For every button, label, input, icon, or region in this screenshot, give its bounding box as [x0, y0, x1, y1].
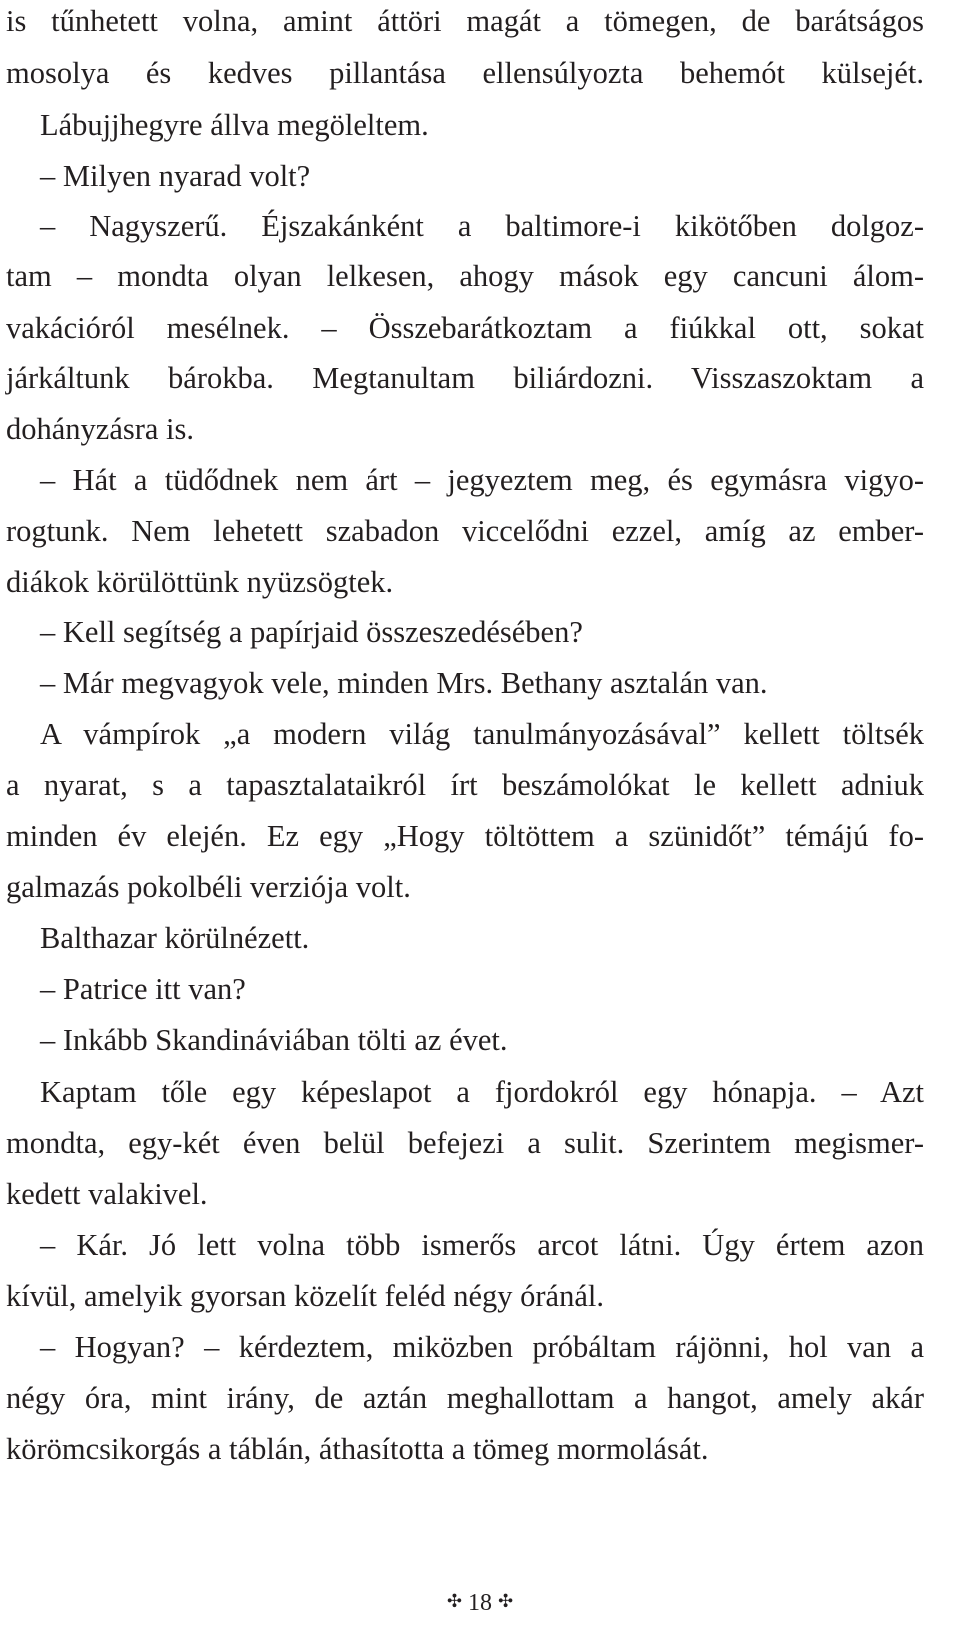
text-line: járkáltunk bárokba. Megtanultam biliárdozni. Visszaszoktam a [6, 361, 924, 395]
text-line: mosolya és kedves pillantása ellensúlyozta behemót külsejét. [6, 56, 924, 90]
text-line: – Hát a tüdődnek nem árt – jegyeztem meg, és egymásra vigyo- [40, 463, 924, 497]
ornament-icon: ✣ [498, 1591, 514, 1613]
text-line: tam – mondta olyan lelkesen, ahogy mások egy cancuni álom- [6, 259, 924, 293]
text-line: dohányzásra is. [6, 412, 195, 446]
ornament-icon: ✣ [446, 1591, 462, 1613]
text-line: – Nagyszerű. Éjszakánként a baltimore-i kikötőben dolgoz- [40, 209, 924, 243]
text-line: diákok körülöttünk nyüzsögtek. [6, 565, 394, 599]
text-line: – Kell segítség a papírjaid összeszedésében? [40, 615, 583, 649]
text-line: A vámpírok „a modern világ tanulmányozásával” kellett töltsék [40, 717, 924, 751]
text-line: – Már megvagyok vele, minden Mrs. Bethany asztalán van. [40, 666, 768, 700]
text-line: kívül, amelyik gyorsan közelít feléd négy óránál. [6, 1279, 604, 1313]
text-line: – Inkább Skandináviában tölti az évet. [40, 1023, 508, 1057]
text-line: kedett valakivel. [6, 1177, 208, 1211]
text-line: négy óra, mint irány, de aztán meghallottam a hangot, amely akár [6, 1381, 924, 1415]
text-line: – Kár. Jó lett volna több ismerős arcot látni. Úgy értem azon [40, 1228, 924, 1262]
page-footer [0, 1586, 960, 1621]
text-line: rogtunk. Nem lehetett szabadon viccelődni ezzel, amíg az ember- [6, 514, 924, 548]
text-line: Balthazar körülnézett. [40, 921, 310, 955]
text-line: mondta, egy-két éven belül befejezi a sulit. Szerintem megismer- [6, 1126, 924, 1160]
text-line: körömcsikorgás a táblán, áthasította a tömeg mormolását. [6, 1432, 709, 1466]
text-line: Kaptam tőle egy képeslapot a fjordokról egy hónapja. – Azt [40, 1075, 924, 1109]
text-line: vakációról mesélnek. – Összebarátkoztam a fiúkkal ott, sokat [6, 311, 924, 345]
text-line: minden év elején. Ez egy „Hogy töltöttem a szünidőt” témájú fo- [6, 819, 924, 853]
text-line: – Patrice itt van? [40, 972, 246, 1006]
text-line: – Hogyan? – kérdeztem, miközben próbáltam rájönni, hol van a [40, 1330, 924, 1364]
text-line: – Milyen nyarad volt? [40, 159, 311, 193]
text-line: is tűnhetett volna, amint áttöri magát a tömegen, de barátságos [6, 4, 924, 38]
page-number: 18 [468, 1590, 492, 1616]
text-line: a nyarat, s a tapasztalataikról írt beszámolókat le kellett adniuk [6, 768, 924, 802]
text-line: galmazás pokolbéli verziója volt. [6, 870, 411, 904]
text-line: Lábujjhegyre állva megöleltem. [40, 108, 429, 142]
